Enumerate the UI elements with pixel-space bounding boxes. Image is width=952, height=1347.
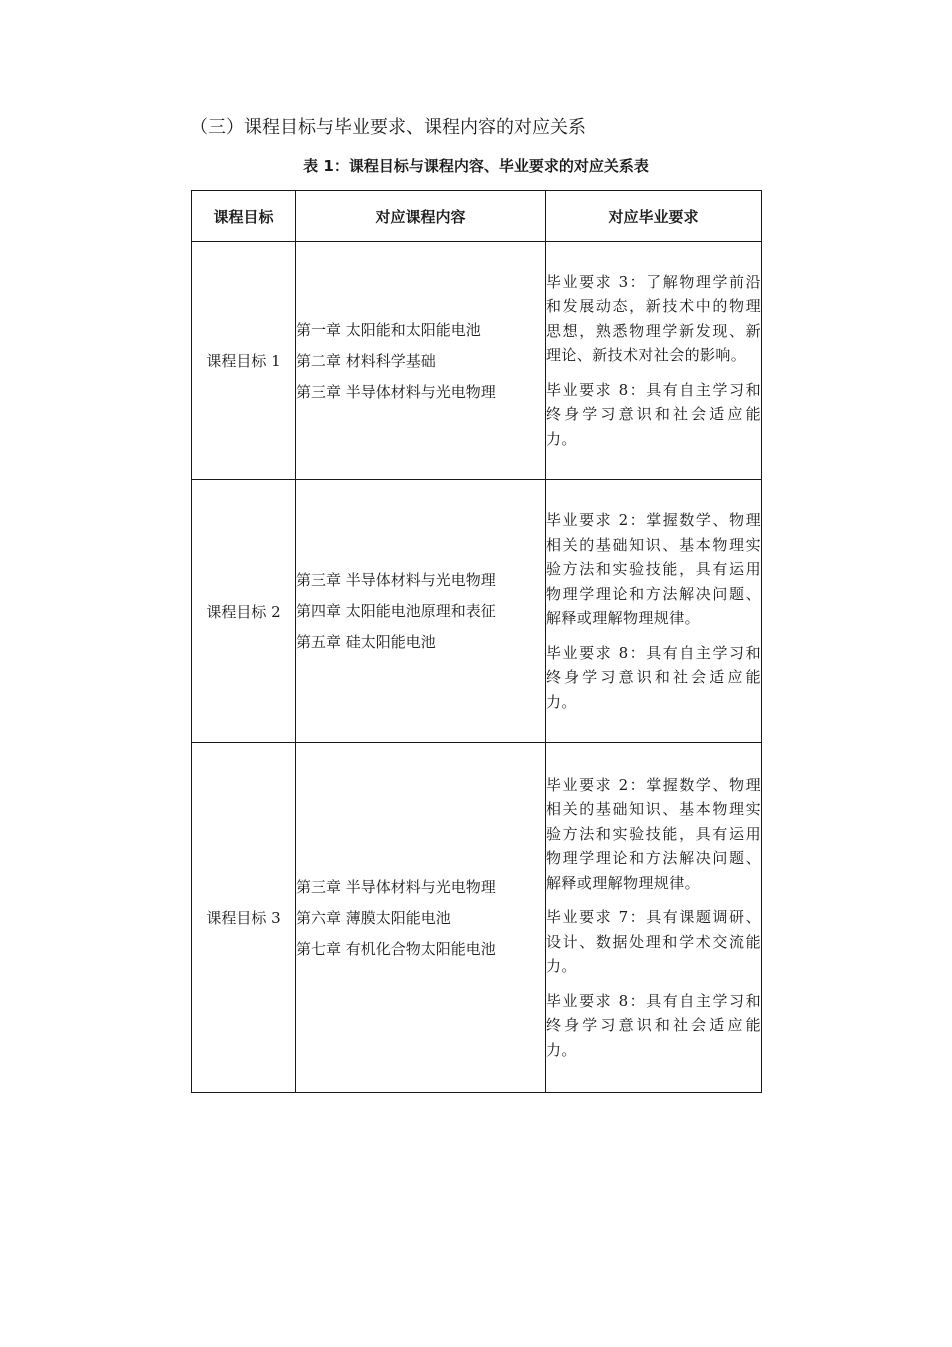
requirement-item: 毕业要求 8：具有自主学习和终身学习意识和社会适应能力。 [546, 380, 761, 448]
course-mapping-table [191, 190, 762, 1093]
header-graduation-requirement: 对应毕业要求 [546, 191, 762, 242]
header-course-goal: 课程目标 [192, 191, 296, 242]
chapter-item: 第三章 半导体材料与光电物理 [296, 877, 496, 896]
table-row [192, 242, 762, 480]
requirement-item: 毕业要求 3：了解物理学前沿和发展动态，新技术中的物理思想，熟悉物理学新发现、新理论、新技术对社会的影响。 [546, 272, 761, 365]
chapter-item: 第六章 薄膜太阳能电池 [296, 908, 451, 927]
chapter-item: 第二章 材料科学基础 [296, 351, 436, 370]
course-goal-cell: 课程目标 1 [192, 242, 296, 480]
chapter-item: 第四章 太阳能电池原理和表征 [296, 602, 496, 620]
table-row [192, 480, 762, 743]
graduation-requirement-cell [546, 242, 762, 480]
chapter-item: 第七章 有机化合物太阳能电池 [296, 939, 496, 958]
table-header-row [192, 191, 762, 242]
table-row [192, 743, 762, 1093]
requirement-item: 毕业要求 2：掌握数学、物理相关的基础知识、基本物理实验方法和实验技能，具有运用物理学理论和方法解决问题、解释或理解物理规律。 [546, 775, 761, 892]
chapter-item: 第五章 硅太阳能电池 [296, 633, 436, 651]
requirement-item: 毕业要求 8：具有自主学习和终身学习意识和社会适应能力。 [546, 643, 761, 711]
header-course-content: 对应课程内容 [296, 191, 546, 242]
requirement-item: 毕业要求 7：具有课题调研、设计、数据处理和学术交流能力。 [546, 908, 761, 976]
chapter-item: 第三章 半导体材料与光电物理 [296, 571, 496, 589]
requirement-item: 毕业要求 8：具有自主学习和终身学习意识和社会适应能力。 [546, 991, 761, 1059]
chapter-item: 第一章 太阳能和太阳能电池 [296, 320, 481, 339]
course-content-cell [296, 480, 546, 743]
graduation-requirement-cell [546, 743, 762, 1093]
table-caption: 表 1：课程目标与课程内容、毕业要求的对应关系表 [303, 157, 649, 175]
course-content-cell [296, 242, 546, 480]
section-heading: （三）课程目标与毕业要求、课程内容的对应关系 [190, 117, 586, 138]
course-goal-cell: 课程目标 3 [192, 743, 296, 1093]
chapter-item: 第三章 半导体材料与光电物理 [296, 382, 496, 401]
course-goal-cell: 课程目标 2 [192, 480, 296, 743]
graduation-requirement-cell [546, 480, 762, 743]
course-content-cell [296, 743, 546, 1093]
requirement-item: 毕业要求 2：掌握数学、物理相关的基础知识、基本物理实验方法和实验技能，具有运用物理学理论和方法解决问题、解释或理解物理规律。 [546, 511, 761, 627]
